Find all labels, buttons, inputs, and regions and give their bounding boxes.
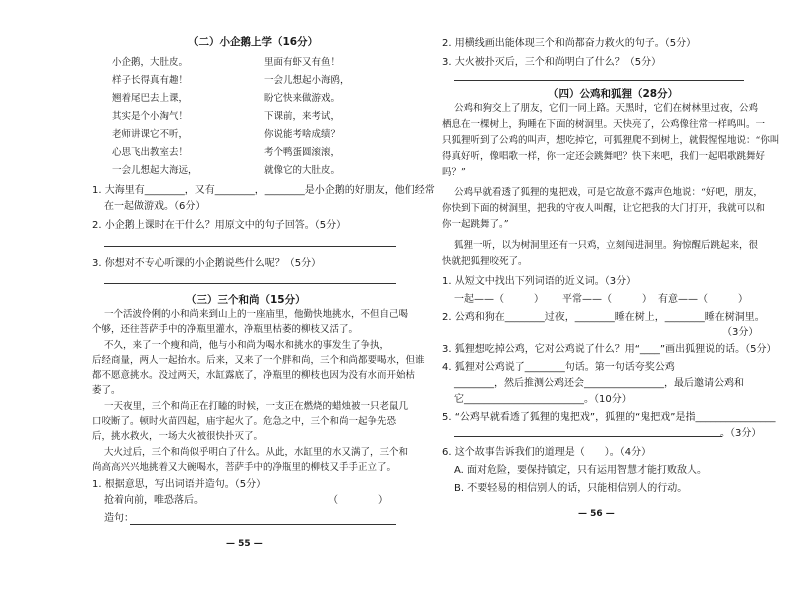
- poem-line: 样子长得真有趣！: [112, 75, 189, 86]
- poem-line: 老师讲课它不听，: [112, 129, 189, 140]
- choice-a[interactable]: A. 面对危险，要保持镇定，只有运用智慧才能打败敌人。: [454, 465, 708, 476]
- synonym-blank-3[interactable]: 有意——（ ）: [658, 294, 748, 305]
- poem-line: 你说能考啥成绩？: [264, 129, 341, 140]
- poem-line: 一会儿想起大海远，: [112, 165, 198, 176]
- s4-question-4-line2: ________，然后推测公鸡还会________________，最后邀请公鸡和: [454, 378, 744, 389]
- story-line: 个够，还往菩萨手中的净瓶里灌水，净瓶里枯萎的柳枝又活了。: [92, 324, 359, 335]
- s4-question-5: 5. “公鸡早就看透了狐狸的鬼把戏”，狐狸的“鬼把戏”是指________________: [442, 412, 776, 423]
- word-answer-blank[interactable]: （ ）: [328, 495, 388, 506]
- choice-b[interactable]: B. 不要轻易的相信别人的话，只能相信别人的行动。: [454, 483, 688, 494]
- page-number: — 56 —: [578, 509, 615, 519]
- story-line: 后经商量，两人一起抬水。后来，又来了一个胖和尚，三个和尚都要喝水，但谁: [92, 355, 425, 366]
- s3-question-3: 3. 大火被扑灭后，三个和尚明白了什么？（5分）: [442, 57, 662, 68]
- question-2: 2. 小企鹅上课时在干什么？用原文中的句子回答。（5分）: [92, 220, 347, 231]
- story-line: 都不愿意挑水。没过两天，水缸露底了，净瓶里的柳枝也因为没有水而开始枯: [92, 370, 416, 381]
- story-line: 得真好听，像唱歌一样，你一定还会跳舞吧？快下来吧，我们一起唱歌跳舞好: [442, 151, 766, 162]
- s3-question-2: 2. 用横线画出能体现三个和尚都奋力救火的句子。（5分）: [442, 38, 697, 49]
- poem-line: 里面有虾又有鱼！: [264, 57, 341, 68]
- s4-question-3: 3. 狐狸想吃掉公鸡，它对公鸡说了什么？用“____”画出狐狸说的话。（5分）: [442, 344, 777, 355]
- page-number: — 55 —: [226, 539, 263, 549]
- story-line: 你一起跳舞了。”: [442, 219, 509, 230]
- poem-line: 一会儿想起小海鸥，: [264, 75, 350, 86]
- story-line: 大火过后，三个和尚似乎明白了什么。从此，水缸里的水又满了，三个和: [104, 447, 409, 458]
- word-meaning: 抢着向前，唯恐落后。: [104, 495, 204, 506]
- question-3: 3. 你想对不专心听课的小企鹅说些什么呢？（5分）: [92, 258, 322, 269]
- question-1: 1. 大海里有________，又有________，________是小企鹅的好朋友，他们经常: [92, 185, 435, 196]
- question-1-cont: 在一起做游戏。（6分）: [104, 201, 206, 212]
- story-line: 快就把狐狸咬死了。: [442, 256, 528, 267]
- story-line: 狐狸一听，以为树洞里还有一只鸡，立刻闯进洞里。狗惊醒后跳起来，很: [454, 240, 759, 251]
- story-line: 尚高高兴兴地挑着又大碗喝水，菩萨手中的净瓶里的柳枝又手手正立了。: [92, 462, 397, 473]
- poem-line: 心思飞出教室去！: [112, 147, 189, 158]
- s4-question-6: 6. 这个故事告诉我们的道理是（ ）。（4分）: [442, 447, 652, 458]
- answer-line[interactable]: [454, 80, 744, 81]
- poem-line: 其实是个小淘气！: [112, 111, 189, 122]
- story-line: 栖息在一棵树上，狗睡在下面的树洞里。天快亮了，公鸡像往常一样鸣叫。一: [442, 119, 766, 130]
- story-line: 后，挑水救火，一场大火被很快扑灭了。: [92, 431, 264, 442]
- story-line: 不久，来了一个瘦和尚，他与小和尚为喝水和挑水的事发生了争执，: [104, 340, 390, 351]
- poem-line: 翘着尾巴去上课，: [112, 93, 189, 104]
- story-line: 口咬断了。顿时火苗四起，庙宇起火了。危急之中，三个和尚一起争先恐: [92, 416, 397, 427]
- poem-line: 就像它的大肚皮。: [264, 165, 341, 176]
- s4-question-4: 4. 狐狸对公鸡说了________句话。第一句话夸奖公鸡: [442, 362, 675, 373]
- answer-line[interactable]: [454, 436, 722, 437]
- poem-line: 盼它快来做游戏。: [264, 93, 341, 104]
- s3-question-1: 1. 根据意思，写出词语并造句。（5分）: [92, 479, 267, 490]
- story-line: 公鸡早就看透了狐狸的鬼把戏，可是它故意不露声色地说：“好吧，朋友，: [454, 187, 763, 198]
- section2-title: （二）小企鹅上学（16分）: [188, 36, 319, 48]
- s4-question-4-line3: 它________________________。（10分）: [454, 394, 632, 405]
- sentence-label: 造句：: [104, 513, 134, 524]
- story-line: 你快到下面的树洞里，把我的守夜人叫醒，让它把我的大门打开，我就可以和: [442, 203, 766, 214]
- synonym-blank-1[interactable]: 一起——（ ）: [454, 294, 544, 305]
- s4-question-5-score: 。（3分）: [720, 428, 762, 439]
- poem-line: 下课前，来考试，: [264, 111, 341, 122]
- right-page: [400, 0, 800, 589]
- story-line: 一天夜里，三个和尚正在打瞌的时候，一支正在燃烧的蜡烛被一只老鼠几: [104, 401, 409, 412]
- synonym-blank-2[interactable]: 平常——（ ）: [562, 294, 652, 305]
- story-line: 萎了。: [92, 385, 121, 396]
- poem-line: 考个鸭蛋圆滚滚，: [264, 147, 341, 158]
- section3-title: （三）三个和尚（15分）: [186, 294, 306, 306]
- sentence-answer-line[interactable]: [130, 524, 396, 525]
- story-line: 公鸡和狗交上了朋友，它们一同上路。天黑时，它们在树林里过夜，公鸡: [454, 103, 759, 114]
- story-line: 只狐狸听到了公鸡的叫声，想吃掉它，可狐狸爬不到树上，就假惺惺地说：“你叫: [442, 135, 780, 146]
- section4-title: （四）公鸡和狐狸（28分）: [548, 88, 679, 100]
- answer-line[interactable]: [104, 283, 396, 284]
- answer-line[interactable]: [104, 246, 396, 247]
- s4-question-2: 2. 公鸡和狗在________过夜，________睡在树上，________睡在树洞里。: [442, 312, 765, 323]
- story-line: 一个活波伶俐的小和尚来到山上的一座庙里，他勤快地挑水，不但自己喝: [104, 309, 409, 320]
- s4-question-1: 1. 从短文中找出下列词语的近义词。（3分）: [442, 276, 637, 287]
- s4-question-2-score: （3分）: [722, 327, 759, 338]
- poem-line: 小企鹅，大肚皮。: [112, 57, 189, 68]
- story-line: 吗？”: [442, 167, 466, 178]
